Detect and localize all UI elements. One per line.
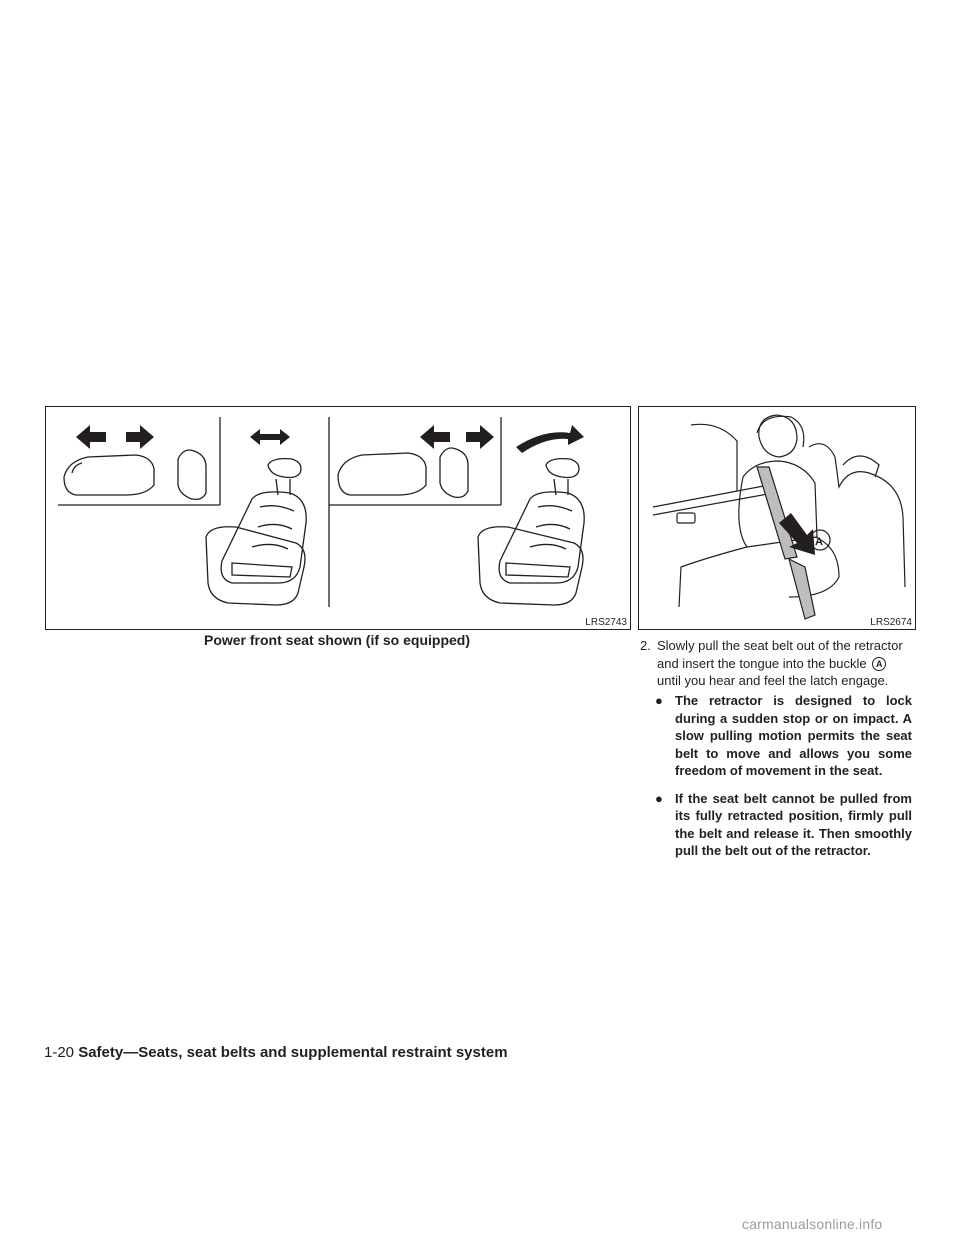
bullet-icon: ● (655, 790, 663, 806)
arrow-right-icon (466, 425, 494, 449)
recline-switch (178, 450, 206, 499)
seat-control-panel (232, 563, 292, 577)
arrow-right-icon (126, 425, 154, 449)
step-2 (640, 637, 912, 690)
section-title: Safety—Seats, seat belts and supplemental restraint system (78, 1044, 508, 1061)
seat-back-stitch (530, 506, 572, 549)
bullet-list (655, 692, 912, 870)
car-pillar (691, 424, 737, 491)
seat-back (499, 492, 584, 583)
power-seat-illustration (46, 407, 630, 629)
seat-switch-detail (72, 463, 82, 473)
arrow-left-icon (420, 425, 450, 449)
step-text-before: Slowly pull the seat belt out of the retractor and insert the tongue into the buckle (657, 638, 903, 671)
seat-back (809, 444, 905, 587)
figure-code: LRS2674 (870, 617, 912, 628)
seat-control-panel (506, 563, 570, 577)
bullet-text: If the seat belt cannot be pulled from its fully retracted position, firmly pull the belt and release it. Then smoothly pull the belt out of the retractor. (675, 790, 912, 858)
figure-seat-belt (638, 406, 916, 630)
figure-caption: Power front seat shown (if so equipped) (203, 632, 470, 648)
list-item (655, 692, 912, 780)
figure-power-seat (45, 406, 631, 630)
seat-back (221, 492, 306, 583)
page-footer (44, 1044, 508, 1061)
curved-arrow-icon (516, 425, 584, 453)
seat-cushion (478, 527, 583, 605)
seat-headrest (546, 459, 579, 478)
page-number: 1-20 (44, 1044, 75, 1061)
seat-back-stitch (252, 506, 294, 549)
double-arrow-icon (250, 429, 290, 445)
seat-belt-illustration (639, 407, 915, 629)
step-number: 2. (640, 638, 651, 653)
marker-a-icon: A (872, 657, 886, 671)
seat-headrest (268, 459, 301, 478)
marker-a-label: A (815, 536, 823, 548)
step-text (640, 637, 912, 690)
bullet-icon: ● (655, 693, 663, 708)
door-handle (677, 513, 695, 523)
door-line (653, 485, 773, 515)
seat-switch (64, 455, 154, 495)
watermark[interactable]: carmanualsonline.info (742, 1216, 883, 1232)
headrest (843, 456, 879, 477)
recline-switch (440, 448, 468, 497)
list-item (655, 790, 912, 860)
step-text-after: until you hear and feel the latch engage. (657, 673, 889, 688)
seat-switch (338, 453, 426, 495)
buckle-strap (789, 559, 815, 619)
figure-code: LRS2743 (585, 617, 627, 628)
bullet-text: The retractor is designed to lock during a sudden stop or on impact. A slow pulling motion permits the seat belt to move and allows you some freedom of movement in the seat. (675, 693, 912, 778)
arrow-left-icon (76, 425, 106, 449)
